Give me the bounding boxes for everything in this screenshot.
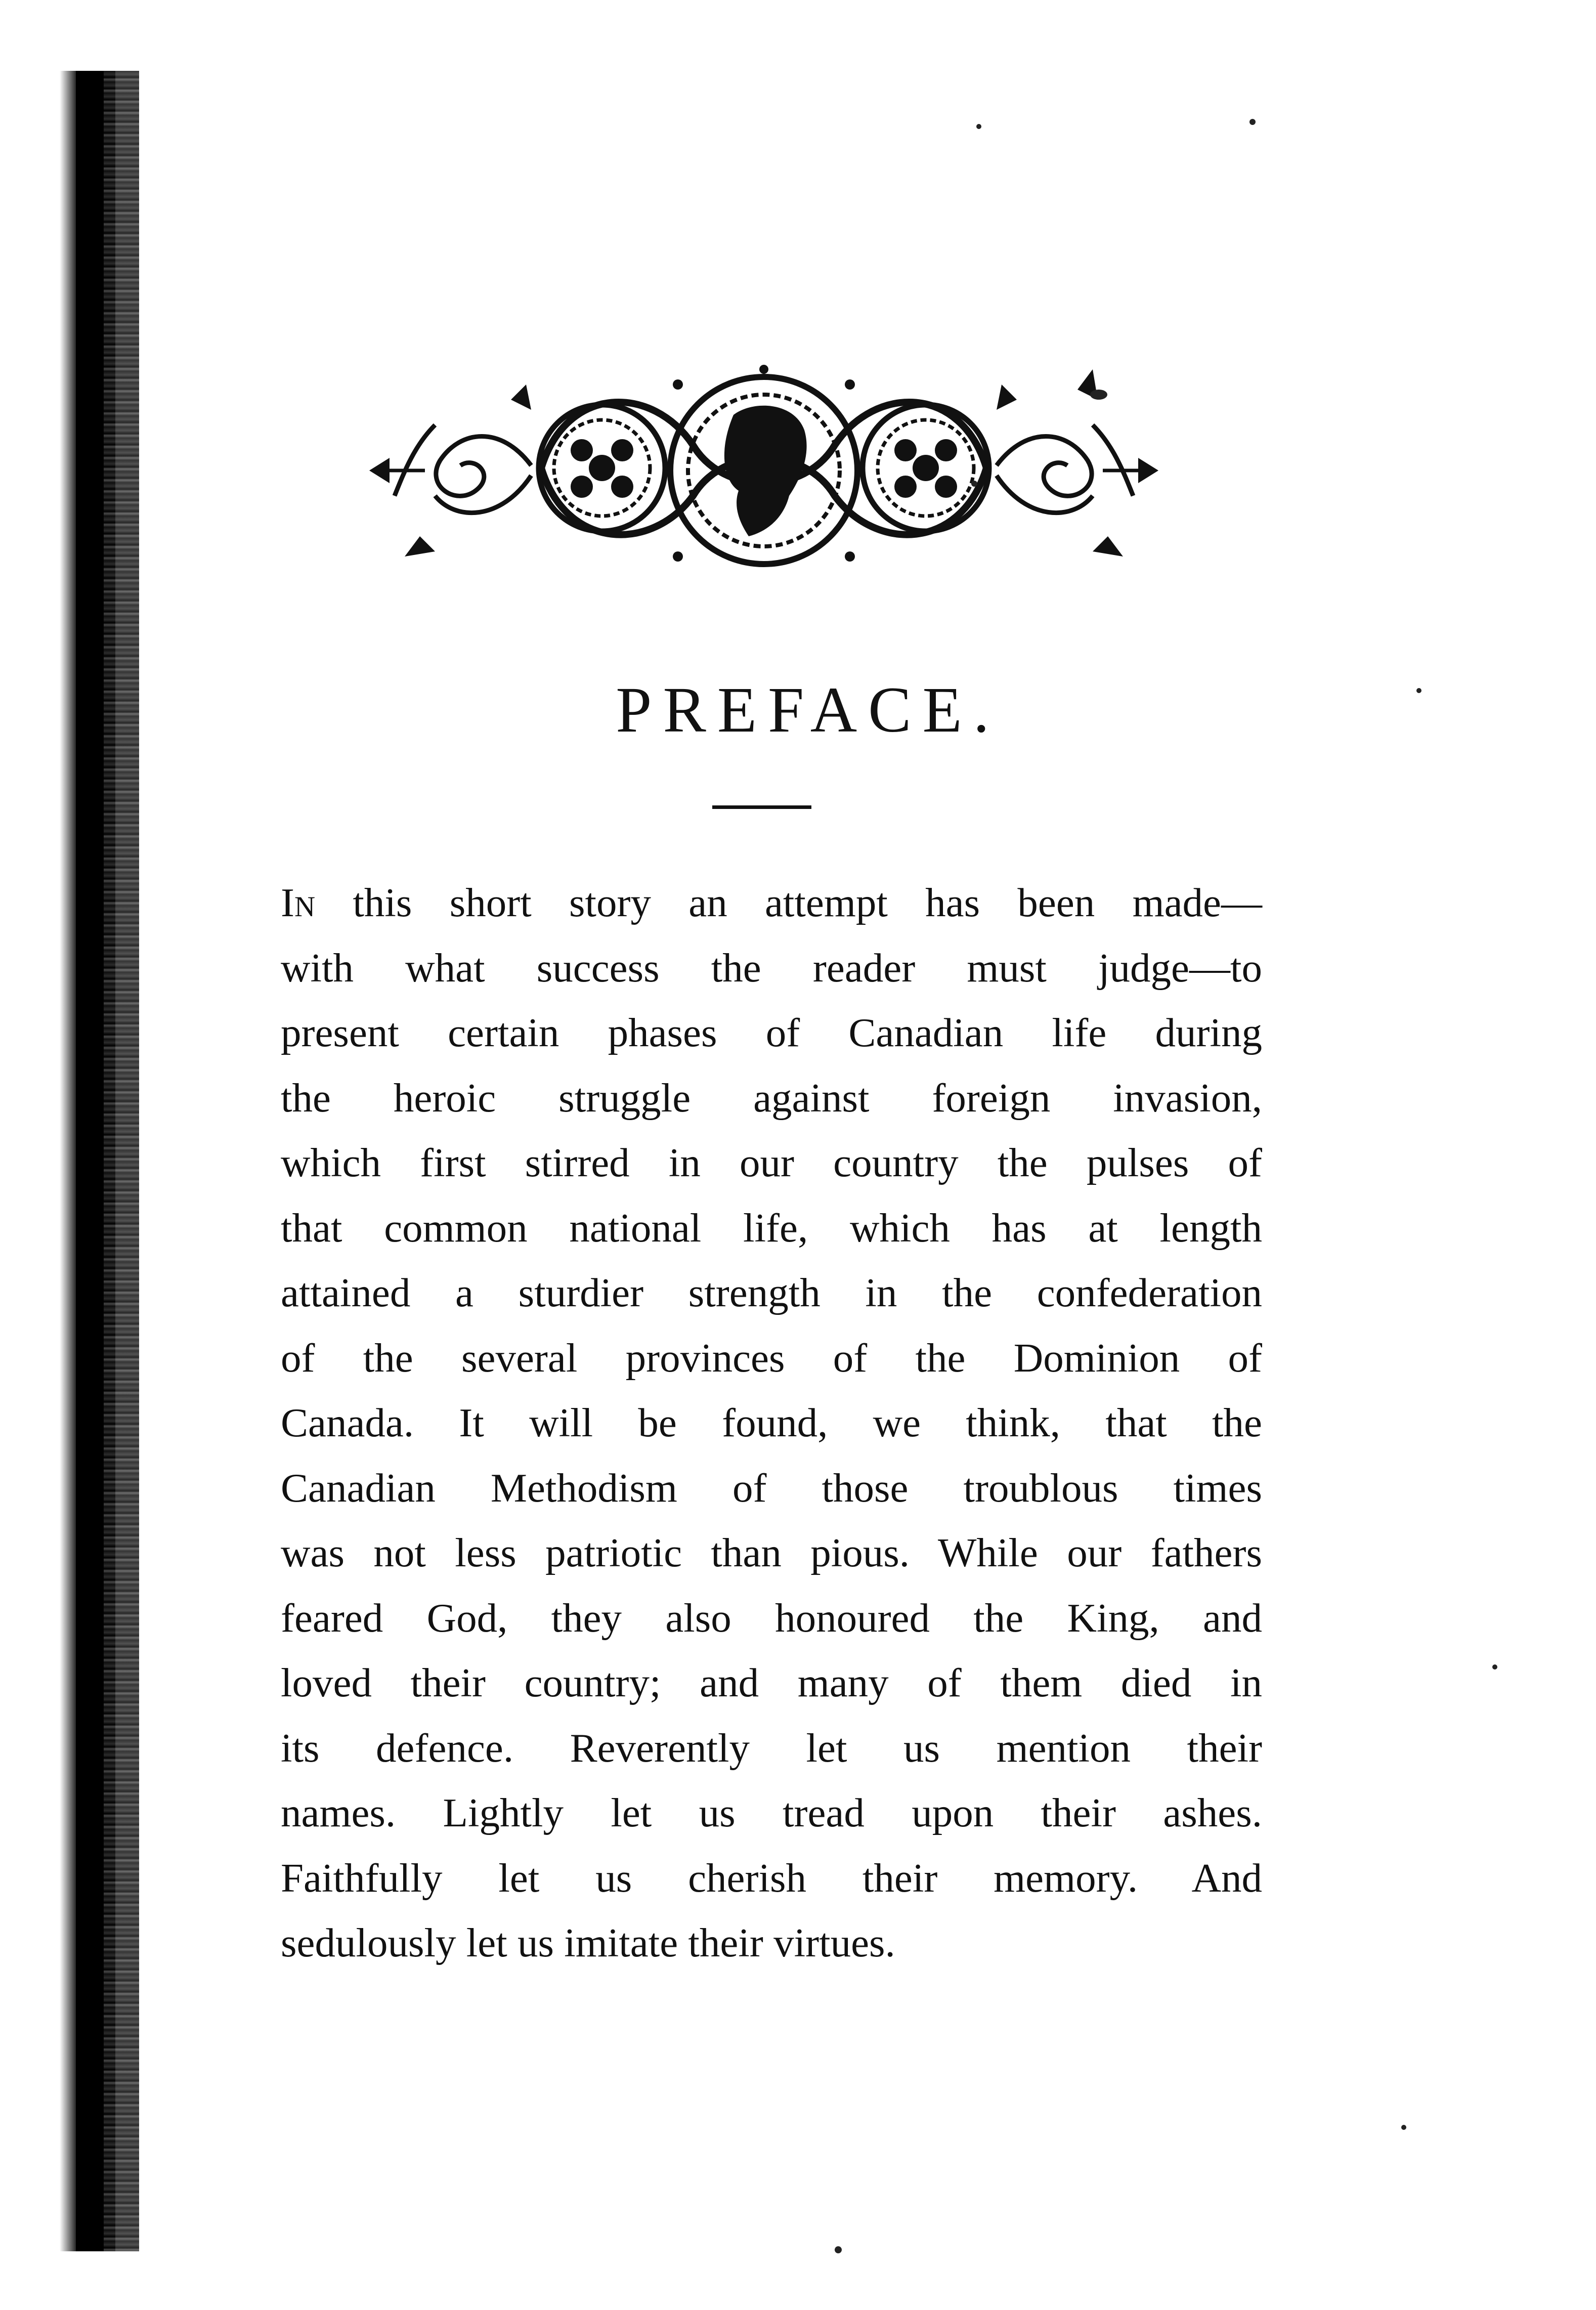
text-line: attained a sturdier strength in the confederation: [281, 1270, 1262, 1315]
text-line: sedulously let us imitate their virtues.: [281, 1920, 895, 1965]
text-line: loved their country; and many of them died in: [281, 1660, 1262, 1705]
scan-speck: [971, 481, 977, 487]
text-line: Canada. It will be found, we think, that the: [281, 1400, 1262, 1445]
text-line: that common national life, which has at length: [281, 1205, 1262, 1251]
scan-speck: [1416, 688, 1421, 693]
text-line: of the several provinces of the Dominion of: [281, 1335, 1262, 1381]
text-line: present certain phases of Canadian life during: [281, 1010, 1262, 1055]
scan-speck: [1090, 390, 1107, 400]
scan-speck: [1249, 119, 1256, 125]
scan-speck: [1492, 1664, 1497, 1670]
text-line: was not less patriotic than pious. While our fathers: [281, 1530, 1262, 1575]
text-line: with what success the reader must judge—to: [281, 945, 1262, 991]
text-line: feared God, they also honoured the King, and: [281, 1595, 1262, 1641]
text-line: its defence. Reverently let us mention their: [281, 1725, 1262, 1771]
binding-texture: [104, 71, 139, 2251]
text-line: Canadian Methodism of those troublous times: [281, 1465, 1262, 1511]
scan-speck: [1401, 2125, 1406, 2130]
text-line: Faithfully let us cherish their memory. And: [281, 1855, 1262, 1901]
text-line: which first stirred in our country the pulses of: [281, 1140, 1262, 1185]
scan-speck: [976, 124, 981, 129]
preface-heading: PREFACE.: [616, 674, 1001, 746]
lead-word: In: [281, 880, 316, 925]
line-text: this short story an attempt has been made—: [315, 880, 1262, 925]
headpiece-ornament: [349, 354, 1179, 577]
text-line: [281, 870, 1262, 935]
scan-speck: [835, 2246, 842, 2253]
preface-body: [281, 870, 1262, 1976]
title-rule: [712, 805, 811, 809]
page-title: [0, 673, 1596, 747]
text-line: names. Lightly let us tread upon their ashes.: [281, 1790, 1262, 1835]
text-line: the heroic struggle against foreign invasion,: [281, 1075, 1262, 1121]
